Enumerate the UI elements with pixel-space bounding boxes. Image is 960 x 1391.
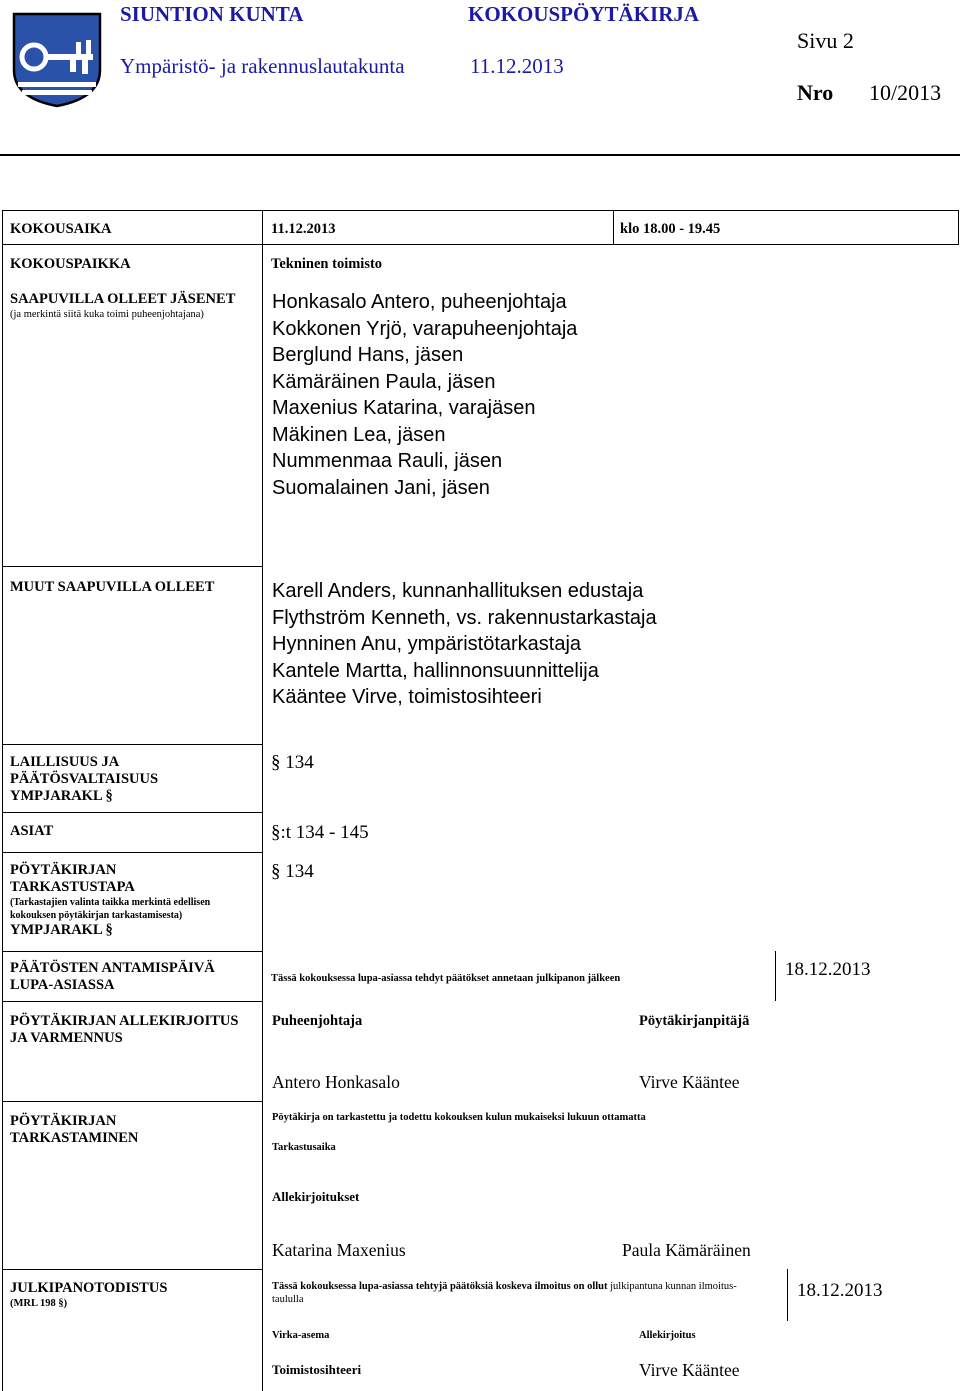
others-list	[272, 578, 657, 711]
board-name: Ympäristö- ja rakennuslautakunta	[120, 54, 405, 78]
nro-label: Nro	[797, 80, 834, 105]
list-item: Suomalainen Jani, jäsen	[272, 476, 490, 499]
key-emblem-icon	[12, 12, 102, 108]
row-line	[2, 1001, 262, 1002]
list-item: Honkasalo Antero, puheenjohtaja	[272, 291, 567, 313]
time-divider	[613, 210, 614, 245]
chair-title: Puheenjohtaja	[272, 1013, 363, 1029]
notice-date-divider	[787, 1269, 788, 1321]
secretary-name: Virve Kääntee	[639, 1072, 740, 1092]
meeting-time-label: KOKOUSAIKA	[10, 221, 112, 237]
decision-date-value: 18.12.2013	[785, 959, 871, 980]
row-line	[2, 744, 262, 745]
page-number: Sivu 2	[797, 28, 854, 53]
members-list	[272, 289, 577, 501]
list-item: Maxenius Katarina, varajäsen	[272, 397, 536, 419]
notice-note: (MRL 198 §)	[10, 1298, 68, 1309]
position-value: Toimistosihteeri	[272, 1362, 362, 1377]
list-item: Kämäräinen Paula, jäsen	[272, 370, 496, 393]
nro-value: 10/2013	[869, 80, 942, 105]
inspection-time-label: Tarkastusaika	[272, 1142, 336, 1153]
others-label: MUUT SAAPUVILLA OLLEET	[10, 579, 215, 595]
inspection-signatures-label: Allekirjoitukset	[272, 1189, 360, 1204]
decision-date-divider	[775, 951, 776, 1001]
list-item: Nummenmaa Rauli, jäsen	[272, 450, 503, 472]
position-label: Virka-asema	[272, 1330, 330, 1341]
meeting-clock: klo 18.00 - 19.45	[620, 221, 721, 237]
row-line	[2, 951, 262, 952]
legality-label: LAILLISUUS JA PÄÄTÖSVALTAISUUS YMPJARAKL §	[10, 754, 159, 804]
notice-signature-label: Allekirjoitus	[639, 1330, 696, 1341]
row-line	[2, 244, 959, 245]
inspection-statement: Pöytäkirja on tarkastettu ja todettu kokouksen kulun mukaiseksi lukuun ottamatta	[272, 1112, 646, 1123]
meeting-date: 11.12.2013	[271, 221, 336, 237]
legality-value: § 134	[271, 752, 314, 773]
row-line	[2, 852, 262, 853]
row-line	[2, 566, 262, 567]
matters-value: §:t 134 - 145	[271, 822, 369, 843]
decision-date-text: Tässä kokouksessa lupa-asiassa tehdyt päätökset annetaan julkipanon jälkeen	[271, 973, 621, 984]
chair-name: Antero Honkasalo	[272, 1072, 400, 1092]
inspector-2-name: Paula Kämäräinen	[622, 1240, 751, 1260]
list-item: Kokkonen Yrjö, varapuheenjohtaja	[272, 317, 578, 340]
inspector-1-name: Katarina Maxenius	[272, 1240, 406, 1260]
list-item: Kääntee Virve, toimistosihteeri	[272, 686, 542, 708]
members-label: SAAPUVILLA OLLEET JÄSENET	[10, 291, 236, 307]
row-line	[2, 1269, 262, 1270]
notice-text: Tässä kokouksessa lupa-asiassa tehtyjä päätöksiä koskeva ilmoitus on ollut julkipantuna kunnan ilmoitus- taululla	[272, 1281, 737, 1305]
matters-label: ASIAT	[10, 823, 54, 839]
list-item: Flythström Kenneth, vs. rakennustarkastaja	[272, 606, 657, 629]
secretary-title: Pöytäkirjanpitäjä	[639, 1013, 750, 1029]
review-method-value: § 134	[271, 861, 314, 882]
document-type: KOKOUSPÖYTÄKIRJA	[468, 2, 700, 26]
header-divider	[0, 154, 960, 156]
header-date: 11.12.2013	[470, 54, 564, 78]
list-item: Hynninen Anu, ympäristötarkastaja	[272, 633, 582, 655]
list-item: Berglund Hans, jäsen	[272, 344, 464, 366]
row-line	[2, 812, 262, 813]
list-item: Karell Anders, kunnanhallituksen edustaja	[272, 580, 644, 602]
signatures-label: PÖYTÄKIRJAN ALLEKIRJOITUS JA VARMENNUS	[10, 1013, 239, 1046]
decision-date-label: PÄÄTÖSTEN ANTAMISPÄIVÄ LUPA-ASIASSA	[10, 960, 215, 993]
members-note: (ja merkintä siitä kuka toimi puheenjohtajana)	[10, 309, 204, 320]
inspection-label: PÖYTÄKIRJAN TARKASTAMINEN	[10, 1113, 139, 1146]
review-method-label: PÖYTÄKIRJAN TARKASTUSTAPA (Tarkastajien valinta taikka merkintä edellisen kokouksen pöytäkirjan tarkastamisesta) YMPJARAKL §	[10, 862, 211, 938]
notice-label: JULKIPANOTODISTUS	[10, 1280, 168, 1296]
meeting-place: Tekninen toimisto	[271, 256, 383, 272]
meeting-place-label: KOKOUSPAIKKA	[10, 256, 131, 272]
table-border-right	[958, 210, 959, 245]
notice-signature-name: Virve Kääntee	[639, 1360, 740, 1380]
table-border-left	[2, 210, 3, 1391]
list-item: Mäkinen Lea, jäsen	[272, 423, 446, 446]
list-item: Kantele Martta, hallinnonsuunnittelija	[272, 659, 599, 682]
notice-date: 18.12.2013	[797, 1280, 883, 1301]
table-border-top	[2, 210, 959, 211]
coat-of-arms-logo	[12, 12, 102, 108]
row-line	[2, 1101, 262, 1102]
municipality-name: SIUNTION KUNTA	[120, 2, 304, 26]
column-divider	[262, 210, 263, 1391]
